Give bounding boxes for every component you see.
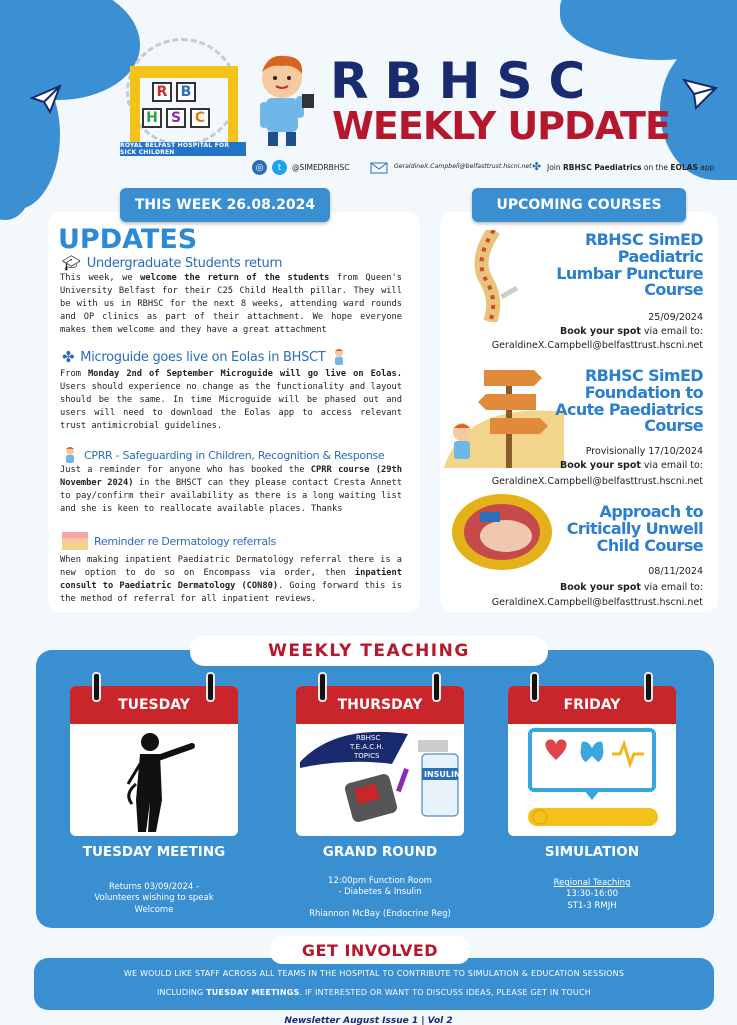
teaching-link[interactable]: Regional Teaching bbox=[553, 878, 631, 888]
contact-email[interactable]: GeraldineX.Campbell@belfasttrust.hscni.net bbox=[394, 163, 532, 170]
teaching-text-tuesday bbox=[60, 882, 248, 916]
course-title-line: Foundation to bbox=[584, 382, 703, 402]
get-involved-panel bbox=[34, 958, 714, 1010]
paper-plane-icon bbox=[30, 84, 62, 114]
get-involved-line-2: INCLUDING TUESDAY MEETINGS. IF INTERESTED OR WANT TO DISCUSS IDEAS, PLEASE GET IN TOUCH bbox=[156, 988, 591, 997]
eolas-icon: ✤ bbox=[62, 348, 75, 366]
critically-unwell-child-illustration bbox=[450, 492, 554, 572]
course-title-line: Course bbox=[644, 416, 703, 436]
course-date: 08/11/2024 bbox=[648, 566, 703, 577]
logo-block: H bbox=[142, 108, 162, 128]
hospital-logo bbox=[118, 30, 248, 158]
course-title-foundation[interactable] bbox=[555, 368, 703, 435]
update-heading-text: CPRR - Safeguarding in Children, Recognition & Response bbox=[84, 448, 385, 462]
calendar-ring bbox=[206, 672, 215, 702]
update-heading-text: Reminder re Dermatology referrals bbox=[94, 534, 276, 548]
this-week-header: THIS WEEK 26.08.2024 bbox=[120, 188, 330, 222]
calendar-tuesday bbox=[70, 686, 238, 836]
calendar-ring bbox=[530, 672, 539, 702]
child-icon bbox=[331, 348, 347, 366]
teaching-title-thursday: GRAND ROUND bbox=[322, 844, 438, 860]
teaching-line: Rhiannon McBay (Endocrine Reg) bbox=[309, 908, 451, 919]
course-title-line: Acute Paediatrics bbox=[555, 399, 703, 419]
update-heading-cprr bbox=[62, 446, 384, 464]
contact-row bbox=[252, 160, 722, 176]
update-heading-text: Microguide goes live on Eolas in BHSCT bbox=[80, 349, 326, 365]
insulin-label: INSULIN bbox=[424, 770, 461, 779]
patient-monitor-icon bbox=[508, 724, 676, 836]
course-email[interactable]: GeraldineX.Campbell@belfasttrust.hscni.net bbox=[491, 597, 703, 608]
course-title-line: Paediatric bbox=[617, 246, 703, 266]
eolas-prefix: Join bbox=[547, 163, 561, 172]
updates-title: UPDATES bbox=[58, 224, 198, 255]
teaching-line: Welcome bbox=[134, 904, 174, 915]
instagram-icon[interactable]: ◎ bbox=[252, 160, 267, 175]
course-title-line: Lumbar Puncture bbox=[556, 263, 703, 283]
course-email[interactable]: GeraldineX.Campbell@belfasttrust.hscni.net bbox=[491, 340, 703, 351]
email-icon bbox=[370, 162, 388, 174]
newsletter-footer: Newsletter August Issue 1 | Vol 2 bbox=[284, 1016, 453, 1025]
upcoming-courses-header: UPCOMING COURSES bbox=[472, 188, 686, 222]
update-paragraph-cprr: Just a reminder for anyone who has booked the CPRR course (29th November 2024) in the BHSCT can they please contact Cresta Annett to pay/confirm their availability as there is a long waiting list and she is keen to reallocate available places. Thanks bbox=[60, 465, 402, 515]
eolas-bold: RBHSC Paediatrics bbox=[563, 163, 642, 172]
presenter-icon bbox=[70, 724, 238, 836]
teach-topics-line: RBHSC bbox=[356, 734, 381, 742]
course-title-lumbar[interactable] bbox=[556, 232, 703, 299]
calendar-day-label: TUESDAY bbox=[70, 686, 238, 724]
teach-topics-line: TOPICS bbox=[354, 752, 380, 760]
calendar-friday bbox=[508, 686, 676, 836]
get-involved-line-1: WE WOULD LIKE STAFF ACROSS ALL TEAMS IN THE HOSPITAL TO CONTRIBUTE TO SIMULATION & EDUCATION SESSIONS bbox=[123, 969, 625, 978]
signpost-illustration bbox=[444, 362, 564, 468]
teaching-text-thursday bbox=[286, 876, 474, 920]
teaching-line: 12:00pm Function Room bbox=[328, 876, 432, 886]
calendar-day-label: THURSDAY bbox=[296, 686, 464, 724]
course-date: Provisionally 17/10/2024 bbox=[585, 446, 703, 457]
paper-plane-icon bbox=[682, 76, 718, 110]
calendar-ring bbox=[318, 672, 327, 702]
teaching-title-friday: SIMULATION bbox=[544, 844, 640, 860]
eolas-mid: on the bbox=[643, 163, 668, 172]
teaching-line: Returns 03/09/2024 - bbox=[108, 882, 200, 892]
skin-layers-icon bbox=[62, 532, 88, 550]
teaching-text-friday bbox=[498, 878, 686, 912]
course-email[interactable]: GeraldineX.Campbell@belfasttrust.hscni.net bbox=[491, 476, 703, 487]
graduation-cap-icon: 🎓︎ bbox=[62, 254, 81, 272]
spine-illustration bbox=[464, 230, 522, 322]
weekly-teaching-header: WEEKLY TEACHING bbox=[190, 636, 548, 666]
calendar-ring bbox=[92, 672, 101, 702]
course-title-line: Approach to bbox=[599, 502, 703, 521]
update-paragraph-microguide: From Monday 2nd of September Microguide will go live on Eolas. Users should experience no change as the functionality and layout should be the same. In time Microguide will be phased out and users will need to download the Eolas app to access relevant trust antimicrobial guidelines. bbox=[60, 369, 402, 432]
teaching-line: - Diabetes & Insulin bbox=[338, 887, 422, 898]
update-paragraph-students: This week, we welcome the return of the students from Queen's University Belfast for their C25 Child Health pillar. They will be with us in RBHSC for the next 8 weeks, attending ward rounds and OP clinics as part of their attachment. We hope everyone makes them welcome and they have a great attachment bbox=[60, 273, 402, 336]
eolas-note bbox=[547, 163, 714, 172]
course-title-line: RBHSC SimED bbox=[584, 366, 703, 385]
child-icon bbox=[62, 446, 78, 464]
teaching-title-tuesday: TUESDAY MEETING bbox=[82, 844, 226, 860]
course-date: 25/09/2024 bbox=[648, 312, 703, 323]
teach-topics-line: T.E.A.C.H. bbox=[350, 743, 384, 751]
newsletter-subtitle: WEEKLY UPDATE bbox=[332, 104, 670, 148]
logo-block: C bbox=[190, 108, 210, 128]
teaching-line: ST1-3 RMJH bbox=[567, 900, 617, 911]
calendar-thursday bbox=[296, 686, 464, 836]
update-paragraph-dermatology: When making inpatient Paediatric Dermatology referral there is a new option to do so on Encompass via order, then inpatient consult to Paediatric Dermatology (CON80). Going forward this is the method of referral for all inpatient reviews. bbox=[60, 555, 402, 605]
eolas-suffix: app bbox=[700, 163, 715, 172]
calendar-ring bbox=[432, 672, 441, 702]
update-heading-microguide bbox=[62, 348, 347, 366]
get-involved-header: GET INVOLVED bbox=[270, 936, 470, 964]
course-book-note: Book your spot via email to: bbox=[559, 460, 703, 471]
logo-block: S bbox=[166, 108, 186, 128]
eolas-app: EOLAS bbox=[670, 163, 698, 172]
doctor-child-illustration bbox=[248, 50, 318, 150]
calendar-ring bbox=[644, 672, 653, 702]
background-blob bbox=[660, 40, 737, 180]
update-heading-text: Undergraduate Students return bbox=[86, 255, 283, 271]
update-heading-dermatology bbox=[62, 532, 276, 550]
course-book-note: Book your spot via email to: bbox=[559, 326, 703, 337]
course-title-line: Critically Unwell bbox=[566, 518, 703, 538]
social-handle[interactable]: @SIMEDRBHSC bbox=[292, 163, 350, 172]
course-title-line: Course bbox=[644, 280, 703, 300]
newsletter-title: RBHSC bbox=[330, 52, 602, 110]
logo-block: R bbox=[152, 82, 172, 102]
course-title-critically-unwell[interactable] bbox=[567, 504, 703, 554]
logo-banner: ROYAL BELFAST HOSPITAL FOR SICK CHILDREN bbox=[120, 142, 246, 156]
twitter-icon[interactable]: t bbox=[272, 160, 287, 175]
update-heading-students bbox=[62, 254, 282, 272]
calendar-day-label: FRIDAY bbox=[508, 686, 676, 724]
diabetes-insulin-icon bbox=[296, 724, 464, 836]
eolas-icon: ✤ bbox=[532, 160, 542, 173]
teaching-line: Volunteers wishing to speak bbox=[94, 893, 214, 904]
course-title-line: Child Course bbox=[596, 535, 703, 555]
course-title-line: RBHSC SimED bbox=[584, 230, 703, 249]
course-book-note: Book your spot via email to: bbox=[559, 582, 703, 593]
teaching-line: 13:30-16:00 bbox=[565, 889, 619, 900]
logo-block: B bbox=[176, 82, 196, 102]
